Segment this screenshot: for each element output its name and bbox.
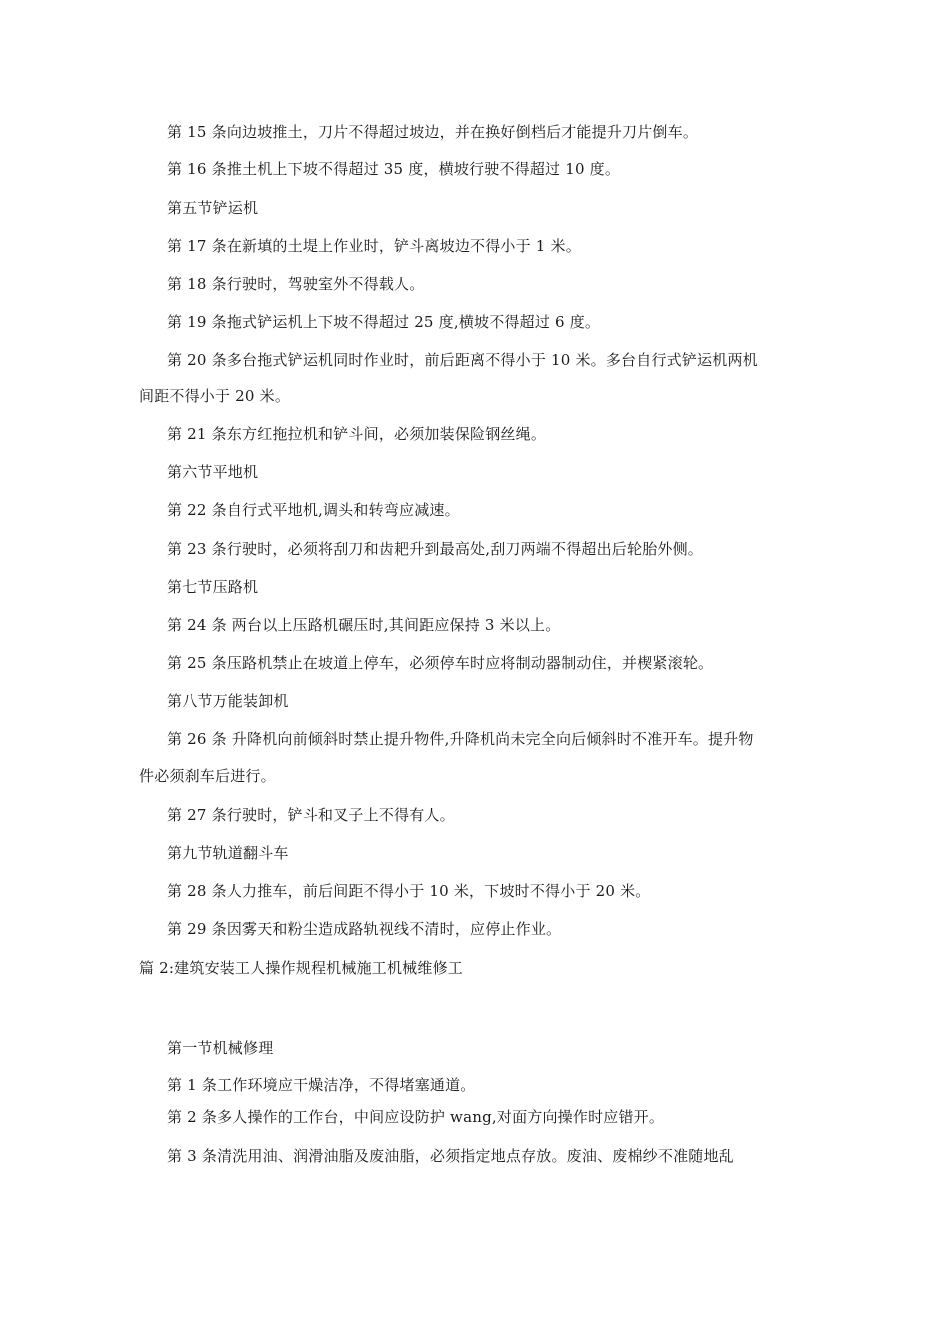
paragraph-line-continuation: 间距不得小于 20 米。 <box>139 387 291 405</box>
section-heading: 第六节平地机 <box>167 463 259 481</box>
paragraph-line: 第 19 条拖式铲运机上下坡不得超过 25 度,横坡不得超过 6 度。 <box>167 313 601 331</box>
paragraph-line: 第 21 条东方红拖拉机和铲斗间，必须加装保险钢丝绳。 <box>167 425 547 443</box>
section-heading: 第九节轨道翻斗车 <box>167 844 289 862</box>
paragraph-line: 第 24 条 两台以上压路机碾压时,其间距应保持 3 米以上。 <box>167 616 561 634</box>
paragraph-line: 第 23 条行驶时，必须将刮刀和齿耙升到最高处,刮刀两端不得超出后轮胎外侧。 <box>167 540 703 558</box>
chapter-title: 篇 2:建筑安装工人操作规程机械施工机械维修工 <box>139 959 463 977</box>
paragraph-line: 第 16 条推土机上下坡不得超过 35 度，横坡行驶不得超过 10 度。 <box>167 160 621 178</box>
paragraph-line: 第 17 条在新填的土堤上作业时，铲斗离坡边不得小于 1 米。 <box>167 237 581 255</box>
paragraph-line: 第 22 条自行式平地机,调头和转弯应减速。 <box>167 501 460 519</box>
paragraph-line: 第 1 条工作环境应干燥洁净，不得堵塞通道。 <box>167 1076 476 1094</box>
paragraph-line: 第 25 条压路机禁止在坡道上停车，必须停车时应将制动器制动住，并楔紧滚轮。 <box>167 654 714 672</box>
section-heading: 第七节压路机 <box>167 578 259 596</box>
paragraph-line: 第 3 条清洗用油、润滑油脂及废油脂，必须指定地点存放。废油、废棉纱不准随地乱 <box>167 1147 734 1165</box>
section-heading: 第五节铲运机 <box>167 199 259 217</box>
paragraph-line: 第 29 条因雾天和粉尘造成路轨视线不清时，应停止作业。 <box>167 920 562 938</box>
paragraph-line: 第 2 条多人操作的工作台，中间应设防护 wang,对面方向操作时应错开。 <box>167 1108 665 1126</box>
paragraph-line: 第 27 条行驶时，铲斗和叉子上不得有人。 <box>167 806 455 824</box>
paragraph-line: 第 28 条人力推车，前后间距不得小于 10 米，下坡时不得小于 20 米。 <box>167 882 651 900</box>
section-heading: 第八节万能装卸机 <box>167 692 289 710</box>
paragraph-line: 第 26 条 升降机向前倾斜时禁止提升物件,升降机尚未完全向后倾斜时不准开车。提升物 <box>167 730 754 748</box>
section-heading: 第一节机械修理 <box>167 1039 274 1057</box>
paragraph-line: 第 20 条多台拖式铲运机同时作业时，前后距离不得小于 10 米。多台自行式铲运机两机 <box>167 351 758 369</box>
paragraph-line: 第 15 条向边坡推土，刀片不得超过坡边，并在换好倒档后才能提升刀片倒车。 <box>167 123 699 141</box>
paragraph-line-continuation: 件必须刹车后进行。 <box>139 767 276 785</box>
paragraph-line: 第 18 条行驶时，驾驶室外不得载人。 <box>167 275 425 293</box>
